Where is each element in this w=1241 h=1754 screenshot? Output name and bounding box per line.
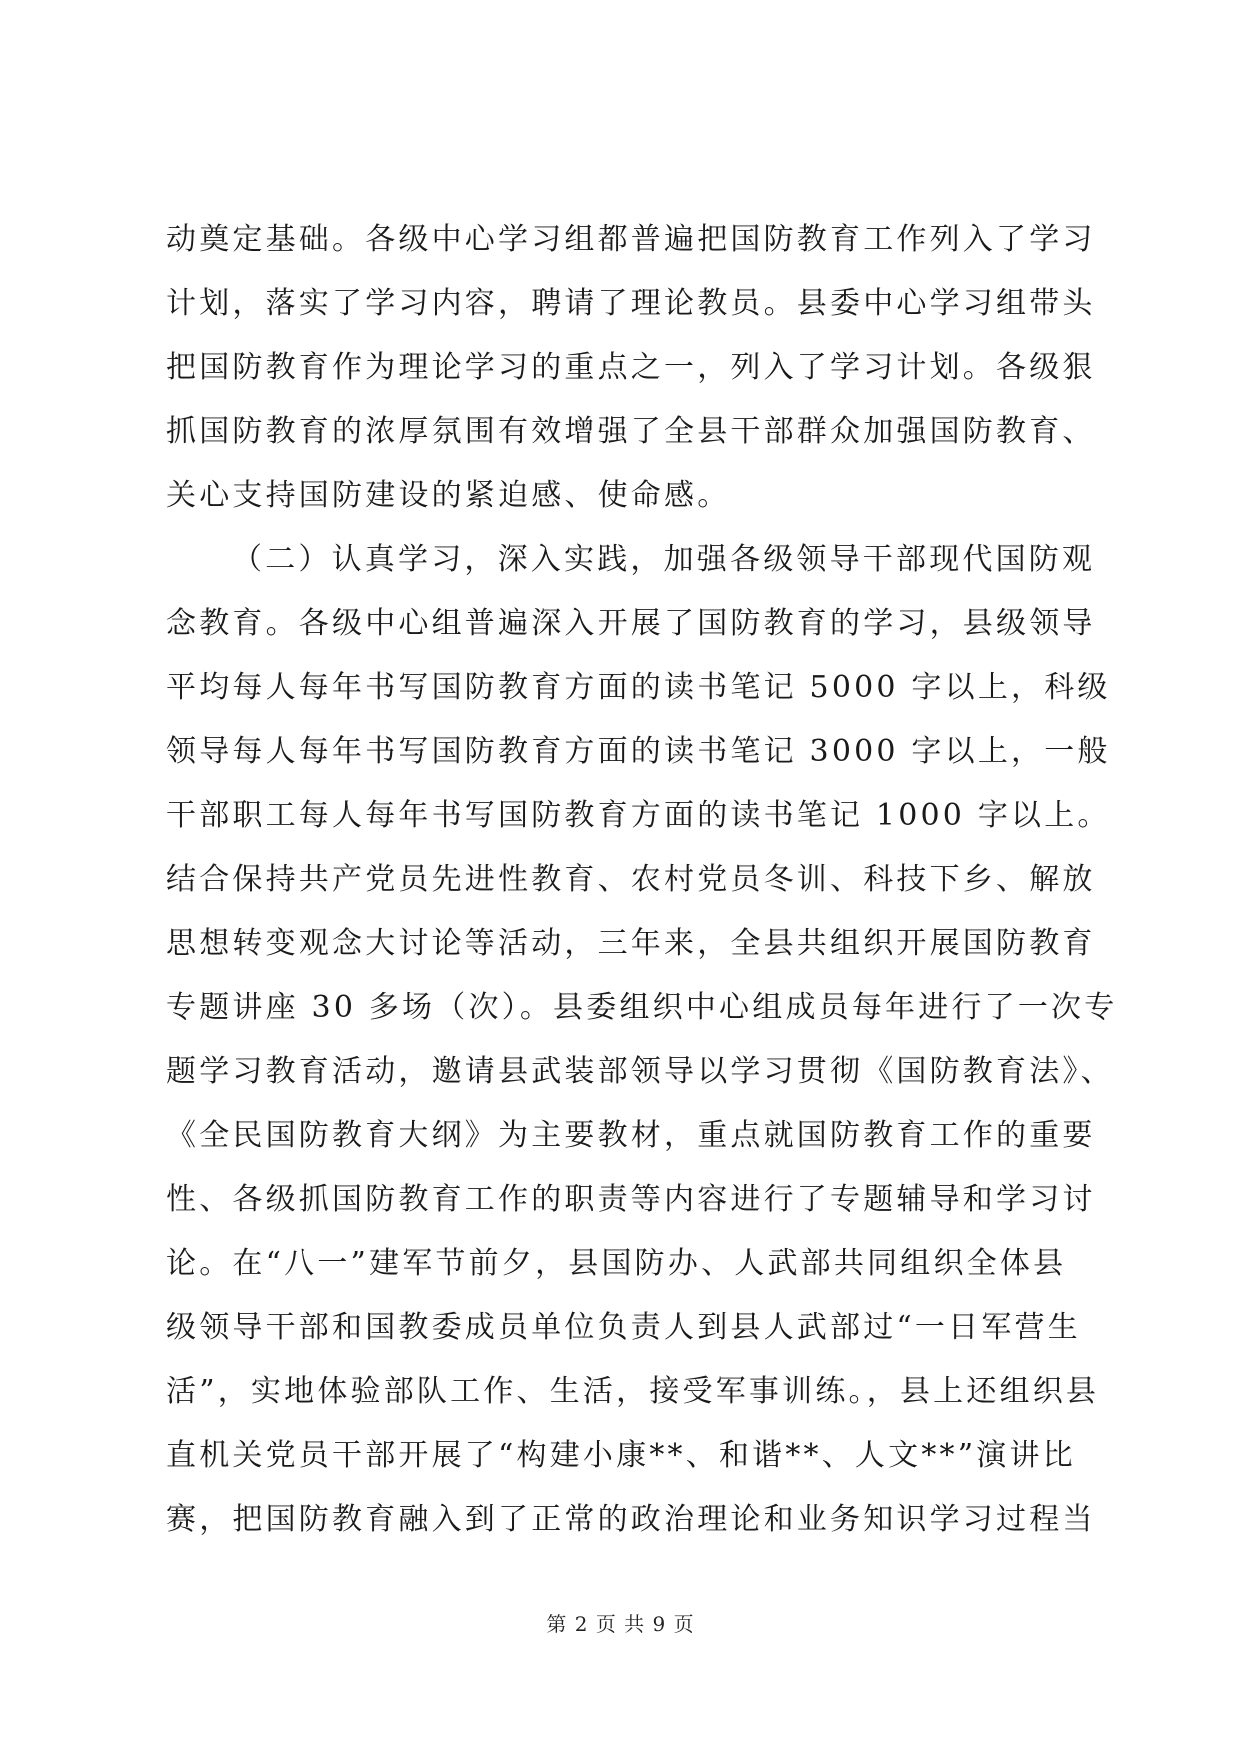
text-line: 平均每人每年书写国防教育方面的读书笔记 5000 字以上，科级 (166, 670, 1111, 705)
text-line: 动奠定基础。各级中心学习组都普遍把国防教育工作列入了学习 (166, 222, 1096, 257)
section-heading-line: （二）认真学习，深入实践，加强各级领导干部现代国防观 (232, 542, 1096, 577)
text-line: 把国防教育作为理论学习的重点之一，列入了学习计划。各级狠 (166, 350, 1096, 385)
text-line: 念教育。各级中心组普遍深入开展了国防教育的学习，县级领导 (166, 606, 1096, 641)
text-line: 专题讲座 30 多场（次）。县委组织中心组成员每年进行了一次专 (166, 990, 1118, 1025)
page-number-footer: 第 2 页 共 9 页 (546, 1612, 695, 1636)
text-line: 性、各级抓国防教育工作的职责等内容进行了专题辅导和学习讨 (166, 1182, 1096, 1217)
text-line: 级领导干部和国教委成员单位负责人到县人武部过“一日军营生 (166, 1310, 1081, 1345)
text-line: 直机关党员干部开展了“构建小康**、和谐**、人文**”演讲比 (166, 1438, 1076, 1473)
text-line: 活”，实地体验部队工作、生活，接受军事训练。，县上还组织县 (166, 1374, 1100, 1409)
text-line: 论。在“八一”建军节前夕，县国防办、人武部共同组织全体县 (166, 1246, 1067, 1281)
text-line: 思想转变观念大讨论等活动，三年来，全县共组织开展国防教育 (166, 926, 1096, 961)
text-line: 计划，落实了学习内容，聘请了理论教员。县委中心学习组带头 (166, 286, 1096, 321)
text-line: 结合保持共产党员先进性教育、农村党员冬训、科技下乡、解放 (166, 862, 1096, 897)
text-line: 领导每人每年书写国防教育方面的读书笔记 3000 字以上，一般 (166, 734, 1111, 769)
text-line: 干部职工每人每年书写国防教育方面的读书笔记 1000 字以上。 (166, 798, 1111, 833)
text-line: 《全民国防教育大纲》为主要教材，重点就国防教育工作的重要 (166, 1118, 1096, 1153)
text-line: 赛，把国防教育融入到了正常的政治理论和业务知识学习过程当 (166, 1502, 1096, 1537)
body-text (166, 208, 1118, 1552)
text-line: 题学习教育活动，邀请县武装部领导以学习贯彻《国防教育法》、 (166, 1054, 1114, 1089)
text-line: 抓国防教育的浓厚氛围有效增强了全县干部群众加强国防教育、 (166, 414, 1096, 449)
text-line: 关心支持国防建设的紧迫感、使命感。 (166, 478, 731, 513)
